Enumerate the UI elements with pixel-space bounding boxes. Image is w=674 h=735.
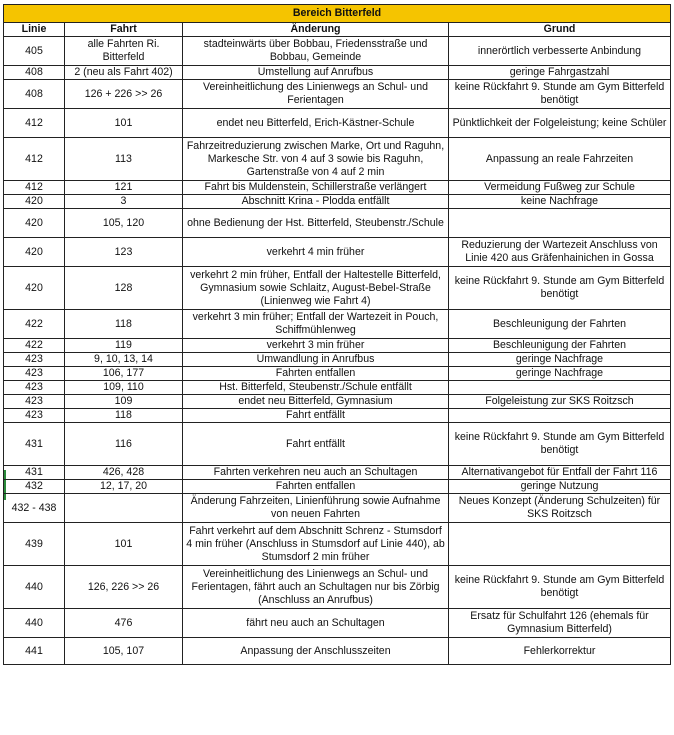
cell-grund[interactable]: Anpassung an reale Fahrzeiten — [449, 138, 671, 181]
cell-grund[interactable]: Reduzierung der Wartezeit Anschluss von Linie 420 aus Gräfenhainichen in Gossa — [449, 238, 671, 267]
cell-linie[interactable]: 422 — [4, 310, 65, 339]
table-row — [4, 138, 671, 181]
cell-linie[interactable]: 432 — [4, 480, 65, 494]
cell-grund[interactable]: keine Rückfahrt 9. Stunde am Gym Bitterfeld benötigt — [449, 566, 671, 609]
column-header-linie[interactable]: Linie — [4, 23, 65, 37]
cell-linie[interactable]: 423 — [4, 381, 65, 395]
cell-fahrt[interactable]: 126, 226 >> 26 — [65, 566, 183, 609]
table-row — [4, 80, 671, 109]
cell-fahrt[interactable]: 105, 107 — [65, 638, 183, 665]
cell-linie[interactable]: 432 - 438 — [4, 494, 65, 523]
table-row — [4, 381, 671, 395]
cell-grund[interactable]: keine Rückfahrt 9. Stunde am Gym Bitterfeld benötigt — [449, 80, 671, 109]
cell-linie[interactable]: 423 — [4, 409, 65, 423]
cell-linie[interactable]: 420 — [4, 209, 65, 238]
table-title[interactable]: Bereich Bitterfeld — [4, 5, 671, 23]
changes-table — [3, 4, 671, 665]
cell-grund[interactable]: keine Rückfahrt 9. Stunde am Gym Bitterfeld benötigt — [449, 423, 671, 466]
cell-linie[interactable]: 440 — [4, 609, 65, 638]
cell-aenderung[interactable]: verkehrt 3 min früher — [183, 339, 449, 353]
cell-aenderung[interactable]: Fahrzeitreduzierung zwischen Marke, Ort und Raguhn, Markesche Str. von 4 auf 3 sowie bis Raguhn, Gartenstraße von 4 auf 2 min — [183, 138, 449, 181]
cell-grund[interactable]: geringe Nutzung — [449, 480, 671, 494]
cell-linie[interactable]: 422 — [4, 339, 65, 353]
table-row — [4, 310, 671, 339]
cell-aenderung[interactable]: Fahrt entfällt — [183, 409, 449, 423]
column-header-aenderung[interactable]: Änderung — [183, 23, 449, 37]
cell-grund[interactable]: Beschleunigung der Fahrten — [449, 310, 671, 339]
table-row — [4, 395, 671, 409]
cell-grund[interactable] — [449, 409, 671, 423]
cell-aenderung[interactable]: Hst. Bitterfeld, Steubenstr./Schule entfällt — [183, 381, 449, 395]
table-row — [4, 466, 671, 480]
table-row — [4, 195, 671, 209]
cell-aenderung[interactable]: ohne Bedienung der Hst. Bitterfeld, Steubenstr./Schule — [183, 209, 449, 238]
table-row — [4, 638, 671, 665]
cell-aenderung[interactable]: Fahrt bis Muldenstein, Schillerstraße verlängert — [183, 181, 449, 195]
cell-linie[interactable]: 431 — [4, 466, 65, 480]
cell-grund[interactable]: Folgeleistung zur SKS Roitzsch — [449, 395, 671, 409]
cell-aenderung[interactable]: endet neu Bitterfeld, Gymnasium — [183, 395, 449, 409]
cell-linie[interactable]: 420 — [4, 267, 65, 310]
table-body — [4, 37, 671, 665]
cell-grund[interactable]: keine Rückfahrt 9. Stunde am Gym Bitterfeld benötigt — [449, 267, 671, 310]
cell-linie[interactable]: 423 — [4, 395, 65, 409]
cell-linie[interactable]: 420 — [4, 238, 65, 267]
cell-fahrt[interactable]: 476 — [65, 609, 183, 638]
cell-aenderung[interactable]: Fahrten verkehren neu auch an Schultagen — [183, 466, 449, 480]
cell-aenderung[interactable]: fährt neu auch an Schultagen — [183, 609, 449, 638]
cell-grund[interactable] — [449, 381, 671, 395]
cell-linie[interactable]: 405 — [4, 37, 65, 66]
cell-fahrt[interactable]: 113 — [65, 138, 183, 181]
cell-grund[interactable]: Neues Konzept (Änderung Schulzeiten) für SKS Roitzsch — [449, 494, 671, 523]
cell-fahrt[interactable]: 109 — [65, 395, 183, 409]
cell-grund[interactable]: Fehlerkorrektur — [449, 638, 671, 665]
cell-grund[interactable]: Alternativangebot für Entfall der Fahrt 116 — [449, 466, 671, 480]
cell-aenderung[interactable]: endet neu Bitterfeld, Erich-Kästner-Schule — [183, 109, 449, 138]
cell-fahrt[interactable]: 109, 110 — [65, 381, 183, 395]
table-row — [4, 523, 671, 566]
column-header-grund[interactable]: Grund — [449, 23, 671, 37]
cell-fahrt[interactable]: 106, 177 — [65, 367, 183, 381]
cell-linie[interactable]: 423 — [4, 353, 65, 367]
cell-fahrt[interactable] — [65, 494, 183, 523]
cell-linie[interactable]: 440 — [4, 566, 65, 609]
cell-grund[interactable] — [449, 523, 671, 566]
cell-grund[interactable]: Pünktlichkeit der Folgeleistung; keine Schüler — [449, 109, 671, 138]
cell-linie[interactable]: 408 — [4, 80, 65, 109]
cell-grund[interactable]: keine Nachfrage — [449, 195, 671, 209]
cell-aenderung[interactable]: verkehrt 2 min früher, Entfall der Haltestelle Bitterfeld, Gymnasium sowie Schlaitz, August-Bebel-Straße (Linienweg wie Fahrt 4) — [183, 267, 449, 310]
cell-linie[interactable]: 441 — [4, 638, 65, 665]
cell-linie[interactable]: 412 — [4, 181, 65, 195]
table-row — [4, 339, 671, 353]
cell-aenderung[interactable]: Änderung Fahrzeiten, Linienführung sowie Aufnahme von neuen Fahrten — [183, 494, 449, 523]
cell-aenderung[interactable]: Fahrt entfällt — [183, 423, 449, 466]
cell-fahrt[interactable]: 128 — [65, 267, 183, 310]
cell-grund[interactable]: innerörtlich verbesserte Anbindung — [449, 37, 671, 66]
cell-fahrt[interactable]: 3 — [65, 195, 183, 209]
cell-aenderung[interactable]: Anpassung der Anschlusszeiten — [183, 638, 449, 665]
cell-grund[interactable]: Beschleunigung der Fahrten — [449, 339, 671, 353]
cell-fahrt[interactable]: 2 (neu als Fahrt 402) — [65, 66, 183, 80]
cell-aenderung[interactable]: verkehrt 4 min früher — [183, 238, 449, 267]
cell-linie[interactable]: 439 — [4, 523, 65, 566]
cell-fahrt[interactable]: 126 + 226 >> 26 — [65, 80, 183, 109]
cell-grund[interactable]: geringe Nachfrage — [449, 367, 671, 381]
table-row — [4, 566, 671, 609]
cell-aenderung[interactable]: Fahrten entfallen — [183, 367, 449, 381]
cell-aenderung[interactable]: Fahrt verkehrt auf dem Abschnitt Schrenz - Stumsdorf 4 min früher (Anschluss in Stumsdorf auf Linie 440), ab Stumsdorf 2 min früher — [183, 523, 449, 566]
cell-aenderung[interactable]: stadteinwärts über Bobbau, Friedensstraße und Bobbau, Gemeinde — [183, 37, 449, 66]
table-row — [4, 409, 671, 423]
cell-linie[interactable]: 431 — [4, 423, 65, 466]
table-row — [4, 494, 671, 523]
table-row — [4, 353, 671, 367]
cell-aenderung[interactable]: Vereinheitlichung des Linienwegs an Schul- und Ferientagen — [183, 80, 449, 109]
cell-grund[interactable]: geringe Fahrgastzahl — [449, 66, 671, 80]
cell-linie[interactable]: 408 — [4, 66, 65, 80]
cell-fahrt[interactable]: 426, 428 — [65, 466, 183, 480]
table-row — [4, 423, 671, 466]
cell-fahrt[interactable]: 12, 17, 20 — [65, 480, 183, 494]
cell-fahrt[interactable]: 101 — [65, 523, 183, 566]
cell-fahrt[interactable]: 119 — [65, 339, 183, 353]
cell-fahrt[interactable]: 116 — [65, 423, 183, 466]
cell-fahrt[interactable]: 118 — [65, 310, 183, 339]
cell-grund[interactable]: Vermeidung Fußweg zur Schule — [449, 181, 671, 195]
cell-linie[interactable]: 412 — [4, 138, 65, 181]
cell-aenderung[interactable]: verkehrt 3 min früher; Entfall der Wartezeit in Pouch, Schiffmühlenweg — [183, 310, 449, 339]
table-row — [4, 209, 671, 238]
table-row — [4, 181, 671, 195]
cell-grund[interactable]: Ersatz für Schulfahrt 126 (ehemals für Gymnasium Bitterfeld) — [449, 609, 671, 638]
table-row — [4, 367, 671, 381]
cell-linie[interactable]: 423 — [4, 367, 65, 381]
cell-grund[interactable]: geringe Nachfrage — [449, 353, 671, 367]
table-row — [4, 609, 671, 638]
cell-fahrt[interactable]: 121 — [65, 181, 183, 195]
cell-fahrt[interactable]: 101 — [65, 109, 183, 138]
cell-aenderung[interactable]: Fahrten entfallen — [183, 480, 449, 494]
cell-fahrt[interactable]: 123 — [65, 238, 183, 267]
cell-aenderung[interactable]: Umwandlung in Anrufbus — [183, 353, 449, 367]
cell-fahrt[interactable]: alle Fahrten Ri. Bitterfeld — [65, 37, 183, 66]
cell-linie[interactable]: 420 — [4, 195, 65, 209]
cell-fahrt[interactable]: 118 — [65, 409, 183, 423]
table-row — [4, 37, 671, 66]
cell-fahrt[interactable]: 105, 120 — [65, 209, 183, 238]
cell-aenderung[interactable]: Abschnitt Krina - Plodda entfällt — [183, 195, 449, 209]
cell-aenderung[interactable]: Vereinheitlichung des Linienwegs an Schul- und Ferientagen, fährt auch an Schultagen nur bis Zörbig (Anschluss an Anrufbus) — [183, 566, 449, 609]
table-row — [4, 109, 671, 138]
cell-fahrt[interactable]: 9, 10, 13, 14 — [65, 353, 183, 367]
column-header-fahrt[interactable]: Fahrt — [65, 23, 183, 37]
cell-grund[interactable] — [449, 209, 671, 238]
cell-linie[interactable]: 412 — [4, 109, 65, 138]
cell-aenderung[interactable]: Umstellung auf Anrufbus — [183, 66, 449, 80]
table-row — [4, 480, 671, 494]
table-row — [4, 267, 671, 310]
table-row — [4, 238, 671, 267]
table-row — [4, 66, 671, 80]
